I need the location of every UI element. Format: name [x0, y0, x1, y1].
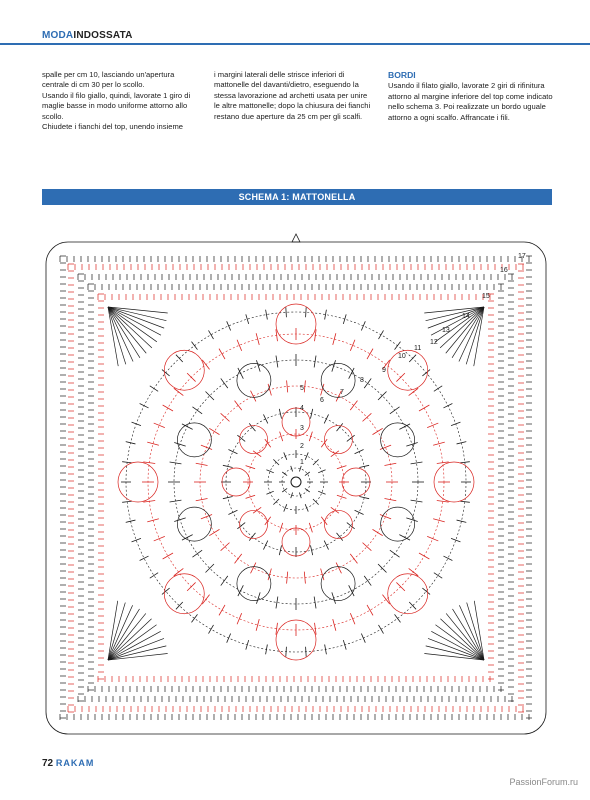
radial-stitch — [132, 422, 141, 425]
round-number: 1 — [300, 459, 304, 466]
radial-stitch — [205, 391, 213, 399]
radial-stitch — [162, 370, 170, 376]
round-number: 14 — [462, 313, 470, 320]
radial-stitch — [286, 647, 287, 657]
round-number: 6 — [320, 397, 324, 404]
radial-stitch — [451, 422, 460, 425]
radial-stitch — [192, 550, 202, 557]
radial-stitch — [263, 414, 267, 423]
radial-stitch — [284, 504, 287, 511]
radial-stitch — [406, 442, 417, 446]
radial-stitch — [350, 401, 357, 411]
radial-stitch — [237, 613, 242, 624]
petal-arch — [324, 426, 352, 454]
radial-stitch — [246, 466, 256, 469]
radial-stitch — [305, 452, 308, 459]
paragraph: spalle per cm 10, lasciando un'apertura centrale di cm 30 per lo scollo. — [42, 70, 175, 90]
section-title — [42, 30, 137, 41]
radial-stitch — [246, 495, 256, 498]
radial-stitch — [434, 386, 442, 391]
radial-stitch — [163, 405, 173, 411]
radial-stitch — [337, 495, 347, 498]
radial-stitch — [132, 538, 141, 541]
round-number: 4 — [300, 405, 304, 412]
petal-arch — [388, 350, 428, 390]
radial-stitch — [347, 523, 355, 529]
text-column-2 — [214, 70, 374, 122]
radial-stitch — [373, 428, 383, 434]
radial-stitch — [378, 391, 386, 399]
radial-stitch — [379, 625, 384, 634]
text-column-3 — [388, 70, 553, 123]
radial-stitch — [205, 564, 213, 572]
section-header — [0, 30, 590, 48]
petal-arch — [237, 363, 271, 397]
radial-stitch — [287, 572, 288, 584]
radial-stitch — [266, 491, 273, 494]
radial-stitch — [280, 523, 283, 533]
radial-stitch — [237, 340, 242, 351]
radial-stitch — [411, 500, 423, 502]
radial-stitch — [251, 391, 256, 402]
radial-stitch — [191, 614, 197, 622]
radial-stitch — [237, 435, 245, 441]
radial-stitch — [191, 342, 197, 350]
radial-stitch — [228, 510, 237, 514]
petal-arch — [240, 510, 268, 538]
corner-fan-stitch — [108, 307, 166, 321]
radial-stitch — [364, 378, 371, 388]
radial-stitch — [337, 466, 347, 469]
radial-stitch — [305, 472, 310, 476]
radial-stitch — [451, 538, 460, 541]
radial-stitch — [419, 553, 429, 559]
radial-stitch — [282, 472, 287, 476]
round-number: 8 — [360, 377, 364, 384]
section-title-a: MODA — [42, 30, 74, 41]
radial-stitch — [318, 470, 325, 473]
radial-stitch — [309, 523, 312, 533]
corner-fan-stitch — [108, 646, 166, 660]
radial-stitch — [235, 401, 242, 411]
radial-stitch — [154, 536, 165, 541]
radial-stitch — [256, 360, 260, 371]
radial-stitch — [209, 529, 219, 535]
radial-stitch — [355, 510, 364, 514]
radial-stitch — [284, 452, 287, 459]
radial-stitch — [379, 330, 384, 339]
section-title-b: INDOSSATA — [73, 30, 133, 41]
round-number: 10 — [398, 353, 406, 360]
radial-stitch — [336, 563, 341, 574]
radial-stitch — [192, 407, 202, 414]
radial-stitch — [364, 576, 371, 586]
petal-arch — [388, 574, 428, 614]
petal-arch — [321, 567, 355, 601]
radial-stitch — [406, 518, 417, 522]
petal-arch — [164, 574, 204, 614]
radial-stitch — [318, 491, 325, 494]
paragraph: Usando il filo giallo, quindi, lavorate 1 giro di maglie basse in modo uniforme attorno allo scollo. — [42, 90, 191, 121]
radial-stitch — [276, 597, 278, 609]
radial-stitch — [306, 647, 307, 657]
radial-stitch — [221, 543, 230, 551]
round-number: 12 — [430, 339, 438, 346]
radial-stitch — [221, 576, 228, 586]
petal-arch — [237, 567, 271, 601]
radial-stitch — [337, 533, 343, 541]
radial-stitch — [324, 414, 328, 423]
paragraph: Chiudete i fianchi del top, unendo insieme — [42, 122, 183, 132]
radial-stitch — [395, 342, 401, 350]
radial-stitch — [411, 462, 423, 464]
petal-arch — [321, 363, 355, 397]
corner-fan-stitch — [474, 601, 484, 660]
radial-stitch — [332, 360, 336, 371]
schema-banner: SCHEMA 1: MATTONELLA — [42, 189, 552, 205]
radial-stitch — [219, 349, 225, 359]
radial-stitch — [443, 403, 452, 407]
radial-stitch — [395, 614, 401, 622]
radial-stitch — [256, 592, 260, 603]
magic-ring — [291, 477, 301, 487]
round-number: 7 — [340, 389, 344, 396]
radial-stitch — [227, 321, 231, 330]
round-number: 17 — [518, 253, 526, 260]
radial-stitch — [427, 536, 438, 541]
radial-stitch — [150, 386, 158, 391]
paragraph: i margini laterali delle strisce inferiori di mattonelle del davanti/dietro, eseguendo la stessa lavorazione ad archetti usata per unire le altre mattonelle; dopo la chiusura dei fianchi restano due aperture da 25 cm per gli scalfi. — [214, 70, 371, 121]
petal-arch — [381, 423, 415, 457]
radial-stitch — [237, 523, 245, 529]
start-marker — [292, 234, 300, 242]
radial-stitch — [176, 602, 183, 609]
subheading-bordi: BORDI — [388, 70, 416, 80]
radial-stitch — [309, 432, 312, 442]
corner-fan-stitch — [108, 307, 118, 366]
radial-stitch — [235, 554, 242, 564]
radial-stitch — [367, 605, 373, 615]
radial-stitch — [332, 592, 336, 603]
radial-stitch — [287, 380, 288, 392]
radial-stitch — [350, 613, 355, 624]
round-number: 5 — [300, 385, 304, 392]
magazine-name: RAKAM — [55, 758, 95, 768]
round-number: 13 — [442, 327, 450, 334]
radial-stitch — [251, 563, 256, 574]
radial-stitch — [337, 423, 343, 431]
radial-stitch — [266, 310, 268, 320]
radial-stitch — [373, 529, 383, 535]
radial-stitch — [434, 573, 442, 578]
radial-stitch — [361, 634, 365, 643]
text-column-1 — [42, 70, 202, 132]
round-ring — [248, 434, 344, 530]
radial-stitch — [422, 370, 430, 376]
header-rule — [0, 43, 590, 45]
corner-fan-stitch — [474, 307, 484, 366]
radial-stitch — [163, 553, 173, 559]
radial-stitch — [266, 470, 273, 473]
radial-stitch — [140, 556, 149, 560]
radial-stitch — [174, 442, 185, 446]
round-number: 11 — [414, 345, 422, 352]
corner-fan-stitch — [426, 307, 484, 321]
radial-stitch — [363, 543, 372, 551]
petal-arch — [177, 423, 211, 457]
petal-arch — [381, 507, 415, 541]
round-number: 16 — [500, 267, 508, 274]
corner-fan-stitch — [108, 631, 161, 660]
radial-stitch — [249, 533, 255, 541]
radial-stitch — [305, 504, 308, 511]
radial-stitch — [347, 435, 355, 441]
radial-stitch — [363, 413, 372, 421]
watermark: PassionForum.ru — [509, 777, 578, 787]
round-number: 3 — [300, 425, 304, 432]
radial-stitch — [263, 541, 267, 550]
radial-stitch — [140, 403, 149, 407]
radial-stitch — [305, 488, 310, 492]
paragraph: Usando il filato giallo, lavorate 2 giri di rifinitura attorno al margine inferiore del top come indicato nello schema 3. Poi realizzate un bordo uguale attorno a ogni scalfo. Affrancate i fili. — [388, 81, 553, 122]
radial-stitch — [390, 550, 400, 557]
radial-stitch — [174, 518, 185, 522]
petal-arch — [177, 507, 211, 541]
radial-stitch — [350, 554, 357, 564]
corner-fan-stitch — [426, 646, 484, 660]
radial-stitch — [443, 556, 452, 560]
page-footer — [42, 758, 94, 769]
radial-stitch — [306, 307, 307, 317]
radial-stitch — [361, 321, 365, 330]
radial-stitch — [280, 432, 283, 442]
radial-stitch — [304, 380, 305, 392]
radial-stitch — [286, 307, 287, 317]
radial-stitch — [162, 588, 170, 594]
round-ring — [282, 468, 310, 496]
radial-stitch — [219, 605, 225, 615]
radial-stitch — [427, 423, 438, 428]
radial-stitch — [196, 463, 208, 465]
radial-stitch — [390, 407, 400, 414]
radial-stitch — [324, 541, 328, 550]
radial-stitch — [209, 428, 219, 434]
radial-stitch — [378, 564, 386, 572]
radial-stitch — [154, 423, 165, 428]
round-number: 2 — [300, 443, 304, 450]
page-number: 72 — [42, 758, 54, 769]
radial-stitch — [419, 405, 429, 411]
radial-stitch — [209, 330, 214, 339]
crochet-chart-diagram — [38, 232, 558, 742]
radial-stitch — [355, 449, 364, 453]
radial-stitch — [304, 572, 305, 584]
radial-stitch — [249, 423, 255, 431]
petal-arch — [164, 350, 204, 390]
round-number: 9 — [382, 367, 386, 374]
radial-stitch — [422, 588, 430, 594]
radial-stitch — [221, 378, 228, 388]
radial-stitch — [227, 634, 231, 643]
corner-fan-stitch — [431, 631, 484, 660]
radial-stitch — [350, 340, 355, 351]
corner-fan-stitch — [108, 601, 118, 660]
round-number: 15 — [482, 293, 490, 300]
radial-stitch — [282, 488, 287, 492]
radial-stitch — [209, 625, 214, 634]
petal-arch — [324, 510, 352, 538]
radial-stitch — [228, 449, 237, 453]
radial-stitch — [150, 573, 158, 578]
petal-arch — [240, 426, 268, 454]
radial-stitch — [367, 349, 373, 359]
